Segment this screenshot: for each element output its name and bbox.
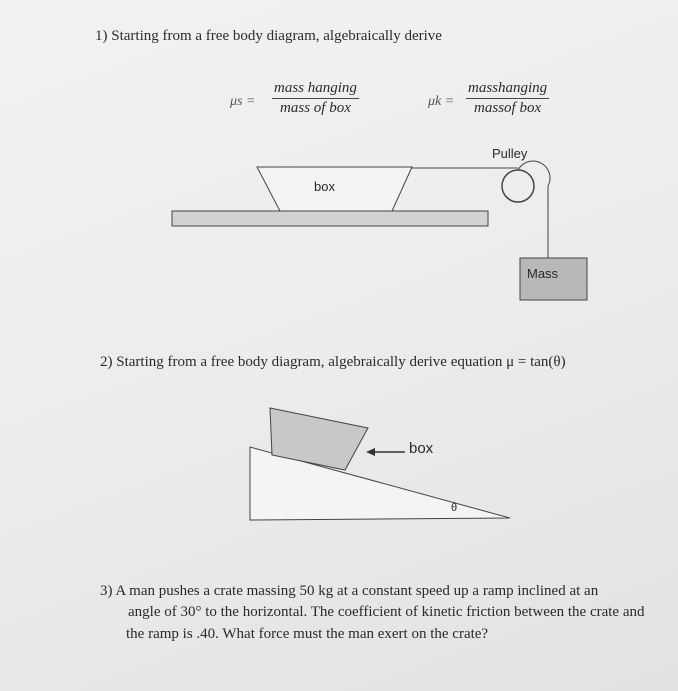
pulley-label: Pulley xyxy=(492,146,528,161)
formula-static-denominator: mass of box xyxy=(280,100,351,116)
formula-kinetic-numerator: masshanging xyxy=(466,80,549,99)
arrow-head-icon xyxy=(366,448,375,456)
question-3-line-3: the ramp is .40. What force must the man exert on the crate? xyxy=(126,626,489,642)
question-3-line-1: 3) A man pushes a crate massing 50 kg at a constant speed up a ramp inclined at an xyxy=(100,583,599,599)
box-label: box xyxy=(314,179,335,194)
mass-label: Mass xyxy=(527,266,559,281)
formula-kinetic-denominator: massof box xyxy=(474,100,542,116)
incline-box-label: box xyxy=(409,440,434,457)
mu-kinetic-symbol: μk = xyxy=(428,94,455,109)
table-surface xyxy=(172,211,488,226)
question-3-line-2: angle of 30° to the horizontal. The coefficient of kinetic friction between the crate and xyxy=(128,604,645,620)
angle-label: θ xyxy=(451,502,458,514)
rope-vertical xyxy=(518,161,550,258)
question-1-text: 1) Starting from a free body diagram, algebraically derive xyxy=(95,28,442,44)
mu-static-symbol: μs = xyxy=(230,94,256,109)
formula-static-numerator: mass hanging xyxy=(272,80,359,99)
question-2-text: 2) Starting from a free body diagram, algebraically derive equation μ = tan(θ) xyxy=(100,354,566,370)
pulley-wheel xyxy=(502,170,534,202)
